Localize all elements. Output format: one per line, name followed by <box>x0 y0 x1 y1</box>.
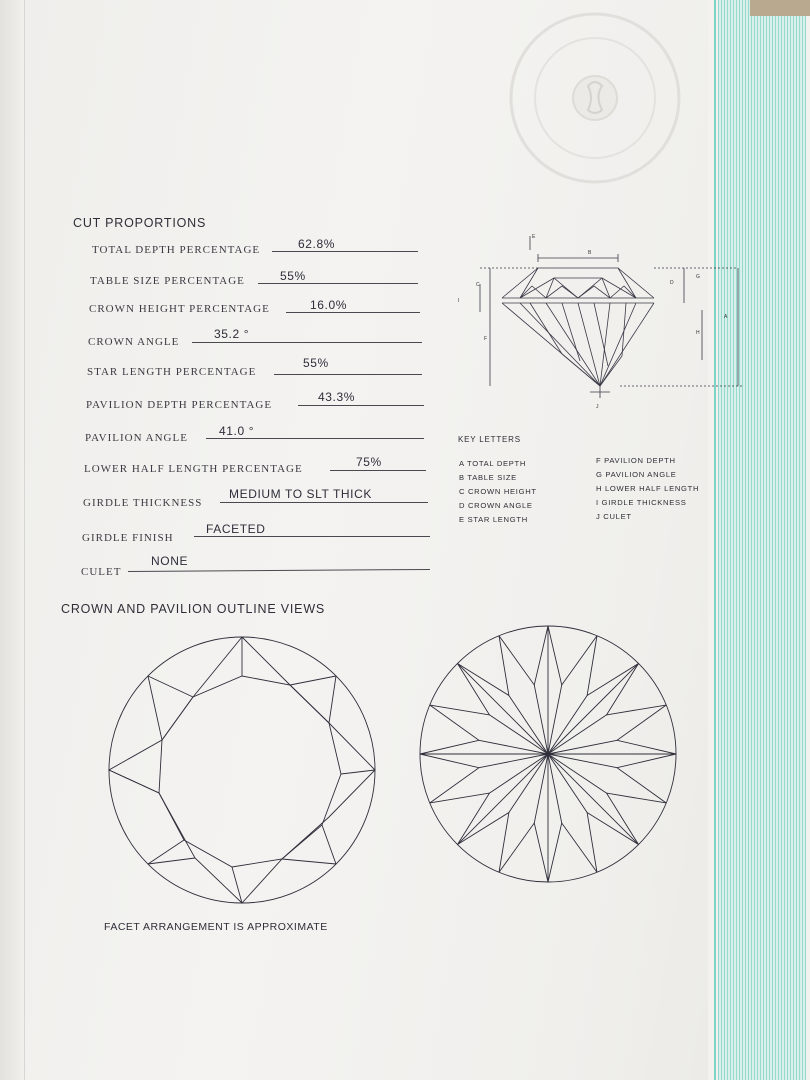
rule-table-size <box>258 283 418 284</box>
value-table-size: 55% <box>280 269 306 283</box>
value-culet: NONE <box>151 554 189 568</box>
label-crown-height: CROWN HEIGHT PERCENTAGE <box>89 303 270 315</box>
diamond-profile-diagram <box>450 226 750 416</box>
value-lower-half: 75% <box>356 455 382 469</box>
rule-pavilion-depth <box>298 405 424 406</box>
label-total-depth: TOTAL DEPTH PERCENTAGE <box>92 244 261 256</box>
rule-pavilion-angle <box>206 438 424 439</box>
value-girdle-finish: FACETED <box>206 522 266 536</box>
value-crown-height: 16.0% <box>310 298 348 312</box>
value-pavilion-angle: 41.0 ° <box>219 424 255 438</box>
pavilion-outline-view <box>414 620 682 888</box>
key-item: C CROWN HEIGHT <box>459 487 537 496</box>
key-item: F PAVILION DEPTH <box>596 456 676 465</box>
table-corner <box>750 0 810 16</box>
rule-star-length <box>274 374 422 375</box>
page-fold-shadow <box>0 0 25 1080</box>
rule-lower-half <box>330 470 426 471</box>
letter-f: F <box>484 336 488 342</box>
outline-views-title: CROWN AND PAVILION OUTLINE VIEWS <box>61 602 326 616</box>
letter-a: A <box>724 314 728 320</box>
label-culet: CULET <box>81 566 122 578</box>
key-item: I GIRDLE THICKNESS <box>596 498 687 507</box>
label-star-length: STAR LENGTH PERCENTAGE <box>87 366 257 378</box>
crown-outline-view <box>104 632 380 908</box>
label-crown-angle: CROWN ANGLE <box>88 336 180 348</box>
label-girdle-thickness: GIRDLE THICKNESS <box>83 497 203 509</box>
label-pavilion-depth: PAVILION DEPTH PERCENTAGE <box>86 399 273 411</box>
value-star-length: 55% <box>303 356 329 370</box>
value-pavilion-depth: 43.3% <box>318 390 356 404</box>
key-letters-right <box>596 454 699 524</box>
key-item: G PAVILION ANGLE <box>596 470 677 479</box>
rule-crown-height <box>286 312 420 313</box>
value-girdle-thickness: MEDIUM TO SLT THICK <box>229 487 372 501</box>
label-lower-half: LOWER HALF LENGTH PERCENTAGE <box>84 463 303 475</box>
footnote: FACET ARRANGEMENT IS APPROXIMATE <box>104 921 328 933</box>
letter-e: E <box>532 234 536 240</box>
value-total-depth: 62.8% <box>298 237 336 251</box>
rule-girdle-finish <box>194 536 430 537</box>
key-item: D CROWN ANGLE <box>459 501 533 510</box>
letter-b: B <box>588 250 592 256</box>
key-item: H LOWER HALF LENGTH <box>596 484 700 493</box>
rule-total-depth <box>272 251 418 252</box>
label-table-size: TABLE SIZE PERCENTAGE <box>90 275 245 287</box>
rule-crown-angle <box>192 342 422 343</box>
letter-j: J <box>596 404 599 410</box>
key-item: B TABLE SIZE <box>459 473 517 482</box>
letter-i: I <box>458 298 460 304</box>
letter-h: H <box>696 330 700 336</box>
label-pavilion-angle: PAVILION ANGLE <box>85 432 188 444</box>
label-girdle-finish: GIRDLE FINISH <box>82 532 174 544</box>
key-item: A TOTAL DEPTH <box>459 459 527 468</box>
guilloche-border <box>708 0 810 1080</box>
letter-c: C <box>476 282 480 288</box>
value-crown-angle: 35.2 ° <box>214 327 250 341</box>
section-title: CUT PROPORTIONS <box>73 216 207 230</box>
key-letters-left <box>459 457 537 527</box>
key-letters-title: KEY LETTERS <box>458 435 521 444</box>
key-item: J CULET <box>596 512 632 521</box>
letter-d: D <box>670 280 674 286</box>
embossed-seal <box>500 8 690 188</box>
letter-g: G <box>696 274 700 280</box>
key-item: E STAR LENGTH <box>459 515 528 524</box>
rule-girdle-thickness <box>220 502 428 503</box>
